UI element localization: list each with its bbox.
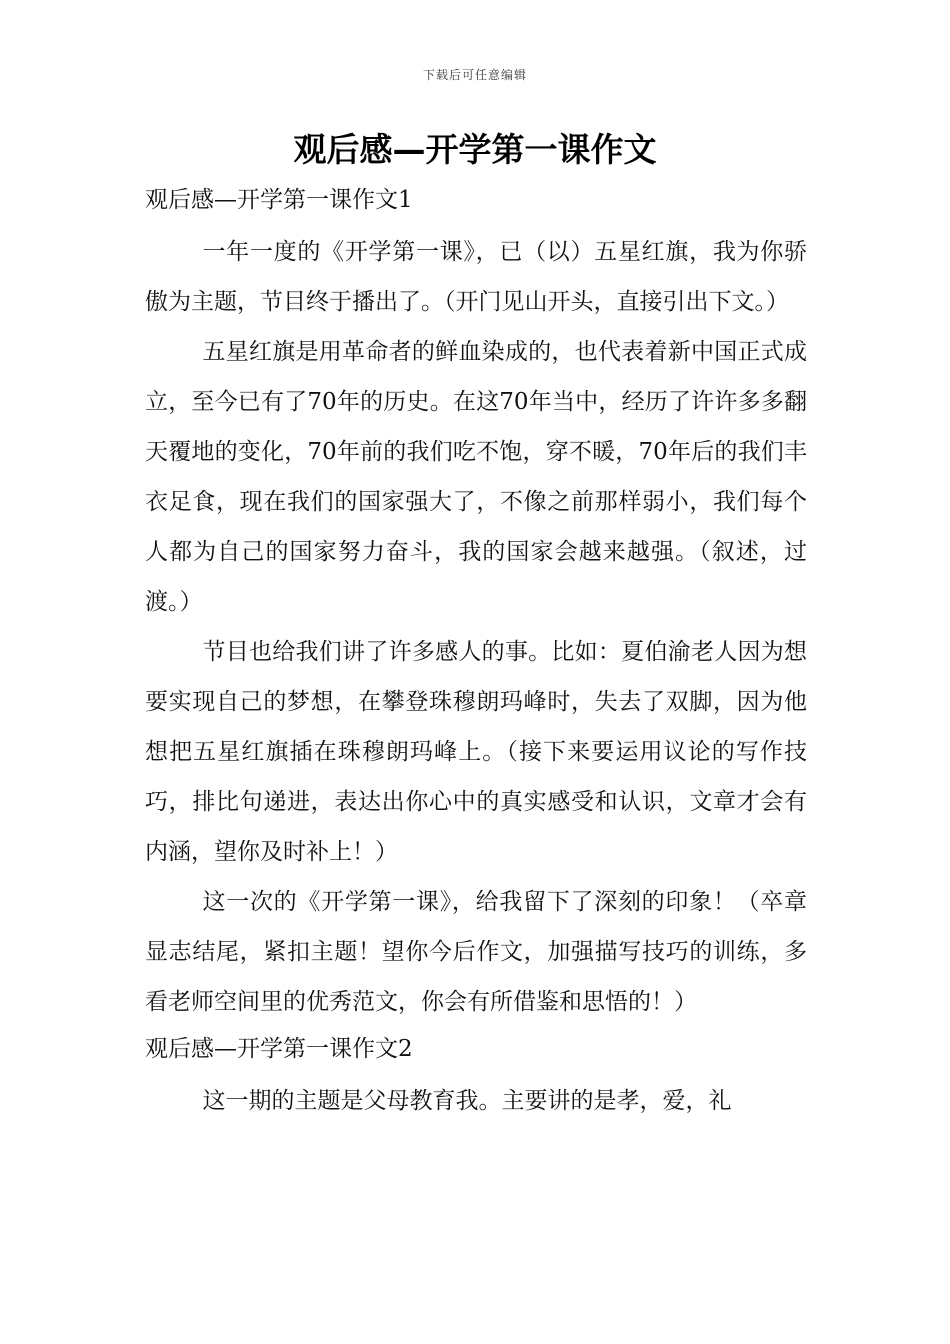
paragraph: 一年一度的《开学第一课》，已（以）五星红旗，我为你骄傲为主题，节目终于播出了。（开门见山开头，直接引出下文。） xyxy=(145,239,807,315)
header-note: 下载后可任意编辑 xyxy=(422,68,527,82)
document-title: 观后感—开学第一课作文 xyxy=(293,130,657,169)
paragraph: 这一期的主题是父母教育我。主要讲的是孝，爱，礼 xyxy=(202,1088,732,1114)
essay-section-1 xyxy=(145,178,807,1027)
paragraph: 节目也给我们讲了许多感人的事。比如：夏伯渝老人因为想要实现自己的梦想，在攀登珠穆朗玛峰时，失去了双脚，因为他想把五星红旗插在珠穆朗玛峰上。（接下来要运用议论的写作技巧，排比句递进，表达出你心中的真实感受和认识，文章才会有内涵，望你及时补上！） xyxy=(145,639,807,865)
paragraph: 这一次的《开学第一课》，给我留下了深刻的印象！（卒章显志结尾，紧扣主题！望你今后作文，加强描写技巧的训练，多看老师空间里的优秀范文，你会有所借鉴和思悟的！） xyxy=(145,889,807,1015)
document-body xyxy=(145,178,807,1126)
section-heading: 观后感—开学第一课作文2 xyxy=(145,1036,413,1062)
section-heading: 观后感—开学第一课作文1 xyxy=(145,187,413,213)
essay-section-2 xyxy=(145,1027,807,1126)
paragraph: 五星红旗是用革命者的鲜血染成的，也代表着新中国正式成立，至今已有了70年的历史。在这70年当中，经历了许许多多翻天覆地的变化，70年前的我们吃不饱，穿不暖，70年后的我们丰衣足食，现在我们的国家强大了，不像之前那样弱小，我们每个人都为自己的国家努力奋斗，我的国家会越来越强。（叙述，过渡。） xyxy=(145,339,807,615)
